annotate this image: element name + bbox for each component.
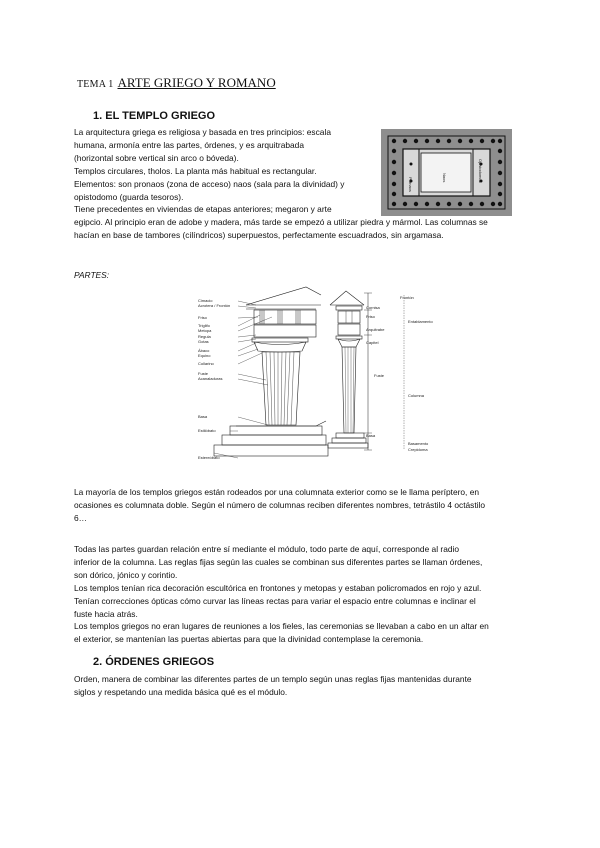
text-line: son dórico, jónico y corintio. bbox=[74, 569, 178, 580]
label-capitel: Capitel bbox=[366, 340, 379, 345]
label-basamento: Basamento bbox=[408, 441, 429, 446]
label-collarino: Collarino bbox=[198, 361, 214, 366]
section-heading-ordenes: 2. ÓRDENES GRIEGOS bbox=[93, 656, 215, 668]
text-line: Orden, manera de combinar las diferentes partes de un templo según unas reglas fijas mantenidas durante bbox=[74, 674, 472, 684]
label-metopa: Metopa bbox=[198, 328, 212, 333]
title-main: ARTE GRIEGO Y ROMANO bbox=[117, 75, 276, 90]
label-columna: Columna bbox=[408, 393, 425, 398]
label-fuste-right: Fuste bbox=[374, 373, 385, 378]
text-line: hacían en base de tambores (cilíndricos) superpuestos, perfectamente escuadrados, sin argamasa. bbox=[74, 230, 444, 241]
plan-label-naos: Naos bbox=[442, 173, 447, 183]
plan-label-opistodomos: Opistodomos bbox=[478, 159, 483, 183]
paragraph-peripteros bbox=[74, 486, 485, 525]
label-fronton: Frontón bbox=[400, 295, 414, 300]
doric-order-diagram bbox=[196, 285, 440, 465]
paragraph-orden bbox=[74, 673, 472, 699]
partes-label: PARTES: bbox=[74, 270, 110, 280]
label-gotas: Gotas bbox=[198, 339, 209, 344]
label-equino: Equino bbox=[198, 353, 211, 358]
label-basa-left: Basa bbox=[198, 414, 208, 419]
label-friso: Friso bbox=[198, 315, 207, 320]
label-entablamento: Entablamento bbox=[408, 319, 433, 324]
plan-label-pronaos: Pronaos bbox=[408, 177, 413, 192]
text-line: La arquitectura griega es religiosa y basada en tres principios: escala bbox=[74, 127, 331, 137]
text-line: inferior de la columna. Las reglas fijas según las cuales se combinan sus diferentes partes se llaman órdenes, bbox=[74, 556, 483, 567]
label-estilobato: Estilóbato bbox=[198, 428, 216, 433]
label-fuste: Fuste bbox=[198, 371, 209, 376]
text-line: opistodomo (guarda tesoros). bbox=[74, 191, 184, 202]
text-line: egipcio. Al principio eran de adobe y madera, más tarde se empezó a utilizar piedra y mármol. Las columnas se bbox=[74, 217, 488, 228]
text-line: Los templos tenían rica decoración escultórica en frontones y metopas y estaban policromados en rojo y azul. bbox=[74, 582, 482, 593]
text-line: fuste hacia atrás. bbox=[74, 608, 138, 619]
text-line: Todas las partes guardan relación entre sí mediante el módulo, todo parte de aquí, corresponde al radio bbox=[74, 544, 460, 554]
text-line: siglos y respetando una medida básica qué es el módulo. bbox=[74, 686, 288, 697]
document-title bbox=[77, 74, 276, 92]
text-line: el exterior, se mantenían las puertas abiertas para que la divinidad contemplase la ceremonia. bbox=[74, 634, 424, 645]
paragraph-modulo bbox=[74, 543, 489, 646]
label-arquitrabe: Arquitrabe bbox=[366, 327, 385, 332]
diagram-left-labels bbox=[198, 298, 230, 460]
text-line: (horizontal sobre vertical sin arco o bóveda). bbox=[74, 152, 239, 163]
label-crepidoma: Crepidoma bbox=[408, 447, 428, 452]
label-acrotera: Acrotera / Frontón bbox=[198, 303, 231, 308]
label-cimacio: Cimacio bbox=[198, 298, 213, 303]
title-prefix: TEMA 1 bbox=[77, 79, 114, 90]
label-triglifo: Triglifo bbox=[198, 323, 210, 328]
text-line: Los templos griegos no eran lugares de reuniones a los fieles, las ceremonias se llevaban a cabo en un altar en bbox=[74, 621, 489, 632]
text-line: Templos circulares, tholos. La planta más habitual es rectangular. bbox=[74, 165, 317, 176]
text-line: ocasiones es columnata doble. Según el número de columnas reciben diferentes nombres, tetrástilo 4 octástilo bbox=[74, 499, 486, 510]
text-line: Tenían correcciones ópticas cómo curvar las líneas rectas para variar el espacio entre columnas e inclinar el bbox=[74, 595, 476, 606]
label-acanaladuras: Acanaladuras bbox=[198, 376, 223, 381]
text-line: humana, armonía entre las partes, órdenes, y es arquitrabada bbox=[74, 139, 304, 150]
label-basa-right: Basa bbox=[366, 433, 376, 438]
label-cornisa: Cornisa bbox=[366, 305, 380, 310]
label-abaco: Ábaco bbox=[198, 348, 210, 353]
diagram-right-labels bbox=[366, 295, 433, 452]
label-regula: Regula bbox=[198, 334, 211, 339]
label-friso-right: Friso bbox=[366, 314, 375, 319]
section-heading-templo: 1. EL TEMPLO GRIEGO bbox=[93, 110, 216, 122]
text-line: 6… bbox=[74, 512, 88, 523]
label-estereobato: Estereóbato bbox=[198, 455, 220, 460]
text-line: Elementos: son pronaos (zona de acceso) naos (sala para la divinidad) y bbox=[74, 178, 345, 189]
text-line: La mayoría de los templos griegos están rodeados por una columnata exterior como se le llama períptero, en bbox=[74, 487, 480, 497]
temple-plan-image bbox=[381, 129, 512, 216]
text-line: Tiene precedentes en viviendas de etapas anteriores; megaron y arte bbox=[74, 204, 332, 215]
